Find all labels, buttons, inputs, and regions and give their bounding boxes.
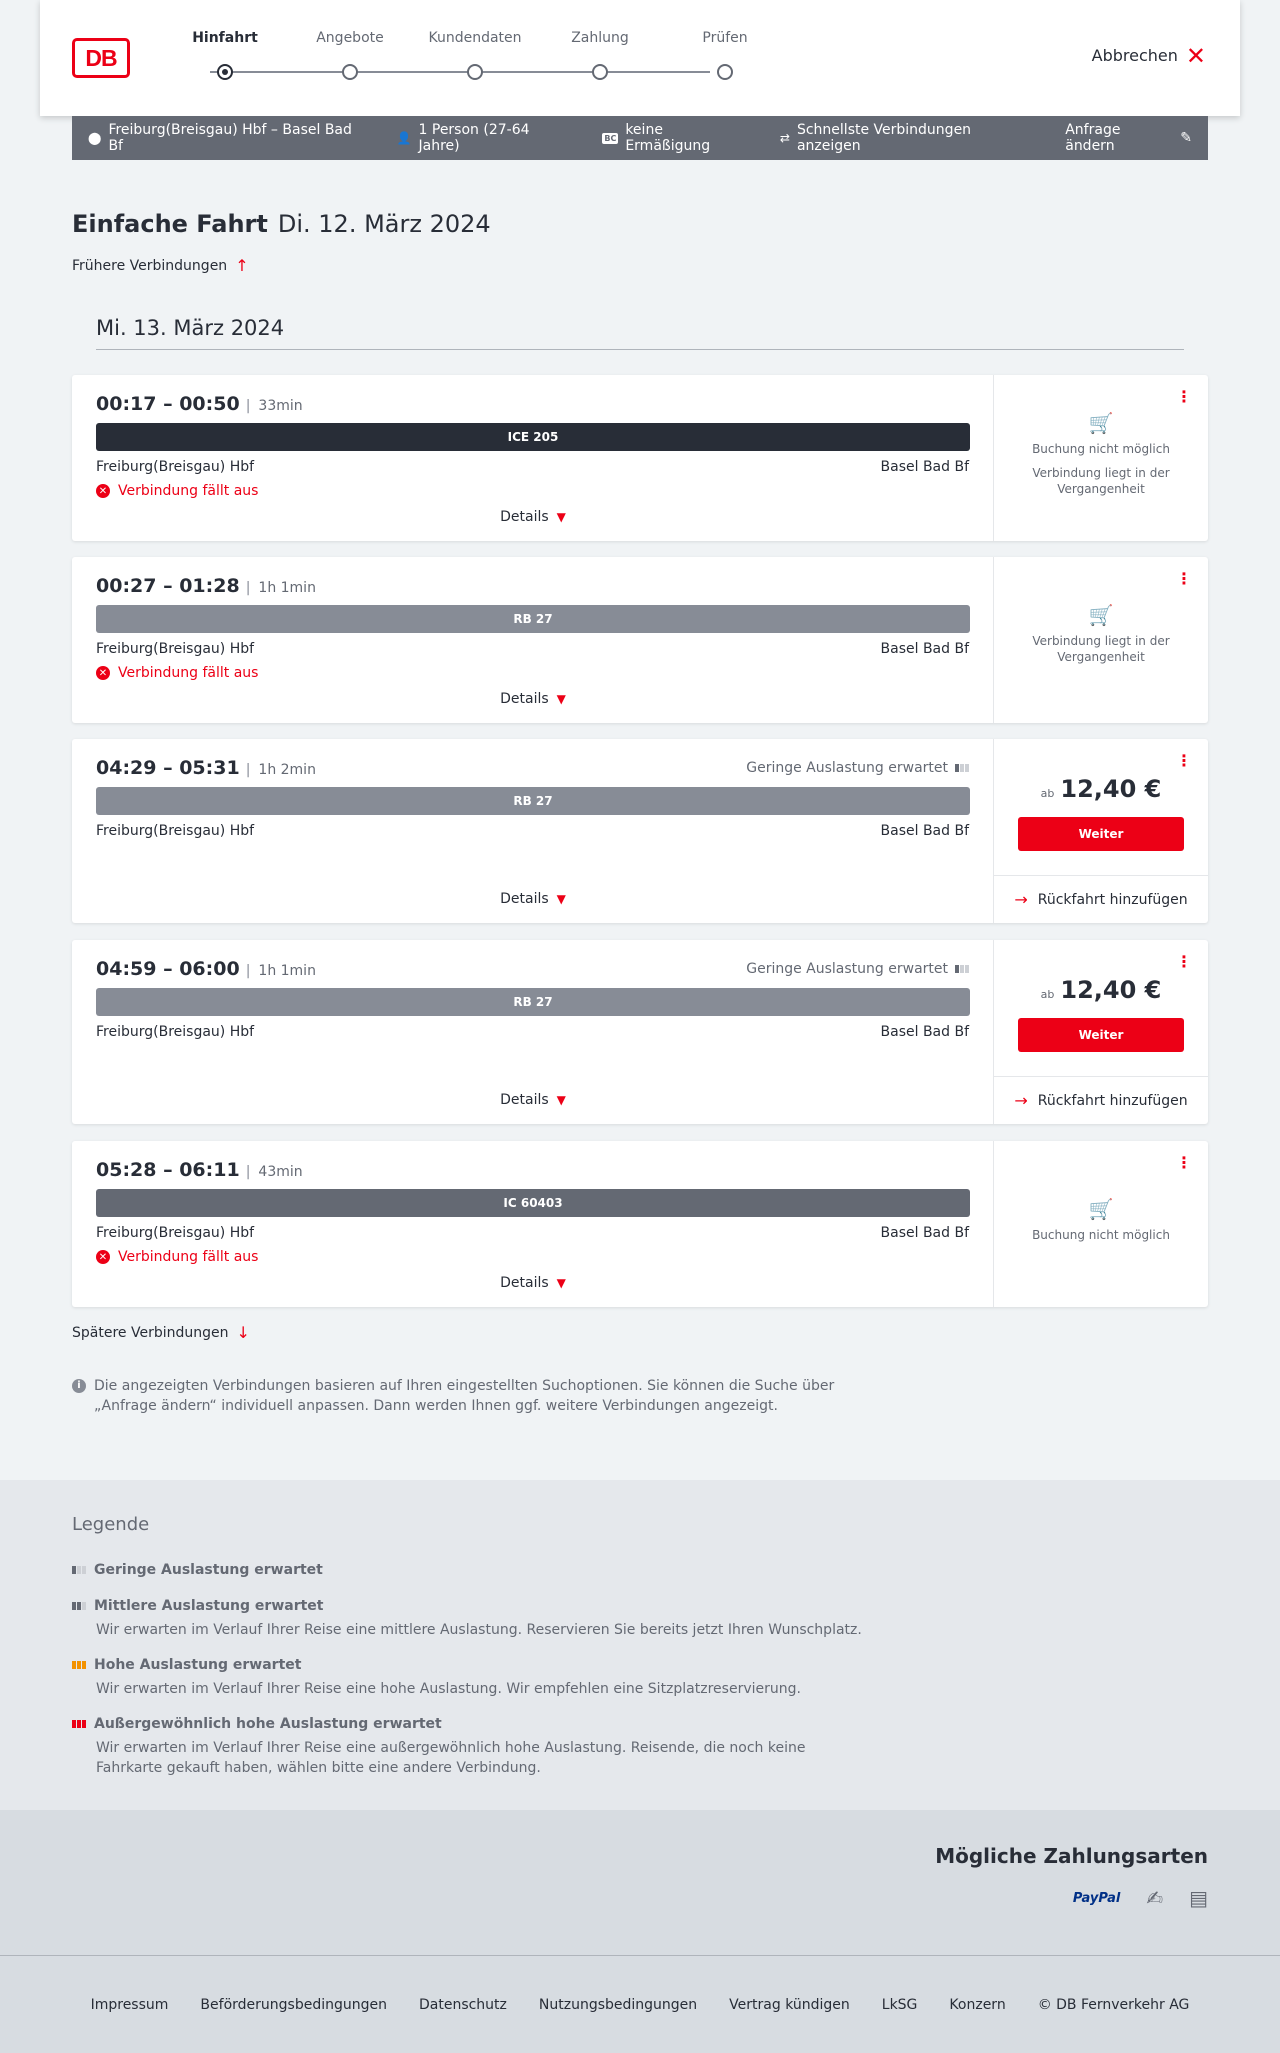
- high-load-icon: [72, 1661, 86, 1669]
- swap-arrows-icon: ⇄: [779, 131, 790, 145]
- booking-stepper: [170, 30, 820, 90]
- train-bar: RB 27: [96, 988, 970, 1016]
- continue-button[interactable]: Weiter: [1018, 1018, 1184, 1052]
- train-bar: RB 27: [96, 605, 970, 633]
- earlier-connections-link[interactable]: Frühere Verbindungen ↑: [72, 256, 249, 275]
- details-toggle[interactable]: Details ▼: [500, 891, 566, 907]
- train-bar: ICE 205: [96, 423, 970, 451]
- cart-disabled-icon: 🛒: [1088, 603, 1114, 627]
- page-title: Einfache Fahrt Di. 12. März 2024: [72, 210, 491, 238]
- connection-side: [994, 739, 1208, 923]
- search-info-note: i Die angezeigten Verbindungen basieren auf Ihren eingestellten Suchoptionen. Sie können die Suche über „Anfrage ändern“ individuell anpassen. Dann werden Ihnen ggf. weitere Verbindungen angezeigt.: [72, 1376, 852, 1416]
- details-toggle[interactable]: Details ▼: [500, 691, 566, 707]
- legend-item-very-high: Außergewöhnlich hohe Auslastung erwartet Wir erwarten im Verlauf Ihrer Reise eine außergewöhnlich hohe Auslastung. Reisende, die noch keine Fahrkarte gekauft haben, wählen bitte eine andere Verbindung.: [72, 1716, 872, 1778]
- footer-link-lksg[interactable]: LkSG: [881, 1996, 918, 2013]
- legend-item-high: Hohe Auslastung erwartet Wir erwarten im Verlauf Ihrer Reise eine hohe Auslastung. Wir empfehlen eine Sitzplatzreservierung.: [72, 1657, 872, 1699]
- close-icon: ✕: [1185, 41, 1206, 70]
- connection-card[interactable]: [72, 1141, 1208, 1307]
- destination-station: Basel Bad Bf: [880, 823, 969, 839]
- step-angebote: Angebote: [295, 30, 405, 50]
- footer-link-befoerderungsbedingungen[interactable]: Beförderungsbedingungen: [200, 1996, 387, 2013]
- connection-times: 04:29 – 05:31| 1h 2min: [96, 757, 316, 779]
- connection-main: [72, 1141, 994, 1307]
- more-options-icon[interactable]: ⋮: [1176, 751, 1192, 770]
- cancelled-status: ✕ Verbindung fällt aus: [96, 1249, 258, 1265]
- price: ab 12,40 €: [1040, 976, 1162, 1004]
- step-dot: [342, 64, 358, 80]
- connection-card[interactable]: [72, 940, 1208, 1124]
- details-toggle[interactable]: Details ▼: [500, 509, 566, 525]
- route-summary: ⬤ Freiburg(Breisgau) Hbf – Basel Bad Bf: [88, 122, 352, 154]
- low-load-icon: [955, 965, 969, 973]
- arrow-down-icon: ↓: [236, 1323, 250, 1342]
- payment-icons: [1073, 1886, 1208, 1910]
- cart-disabled-icon: 🛒: [1088, 1197, 1114, 1221]
- change-request-button[interactable]: Anfrage ändern ✎: [1065, 122, 1192, 154]
- person-icon: 👤: [396, 131, 412, 145]
- payment-title: Mögliche Zahlungsarten: [935, 1844, 1208, 1868]
- origin-station: Freiburg(Breisgau) Hbf: [96, 1225, 255, 1241]
- low-load-icon: [72, 1566, 86, 1574]
- search-summary-bar: [72, 116, 1208, 160]
- fastest-summary: ⇄ Schnellste Verbindungen anzeigen: [779, 122, 972, 154]
- connection-times: 05:28 – 06:11| 43min: [96, 1159, 303, 1181]
- chevron-down-icon: ▼: [556, 510, 566, 524]
- connection-side: [994, 1141, 1208, 1307]
- connection-main: [72, 940, 994, 1124]
- price: ab 12,40 €: [1040, 775, 1162, 803]
- step-hinfahrt[interactable]: Hinfahrt: [170, 30, 280, 50]
- train-bar: RB 27: [96, 787, 970, 815]
- info-icon: i: [72, 1379, 86, 1393]
- connection-side: [994, 375, 1208, 541]
- connection-main: [72, 557, 994, 723]
- cancelled-status: ✕ Verbindung fällt aus: [96, 483, 258, 499]
- stepper-line: [210, 71, 710, 73]
- destination-station: Basel Bad Bf: [880, 1225, 969, 1241]
- connection-side: [994, 557, 1208, 723]
- more-options-icon[interactable]: ⋮: [1176, 569, 1192, 588]
- footer-link-vertrag-kuendigen[interactable]: Vertrag kündigen: [729, 1996, 850, 2013]
- step-pruefen: Prüfen: [670, 30, 780, 50]
- chevron-down-icon: ▼: [556, 1276, 566, 1290]
- passenger-summary: 👤 1 Person (27-64 Jahre): [396, 122, 530, 154]
- sepa-icon: ▤: [1189, 1886, 1208, 1910]
- credit-card-icon: ✍: [1146, 1886, 1164, 1910]
- arrow-right-icon: →: [1014, 1091, 1028, 1110]
- date-divider: Mi. 13. März 2024: [96, 316, 1184, 350]
- error-icon: ✕: [96, 1250, 110, 1264]
- origin-station: Freiburg(Breisgau) Hbf: [96, 1024, 255, 1040]
- chevron-down-icon: ▼: [556, 1093, 566, 1107]
- bahncard-icon: BC: [604, 133, 617, 143]
- medium-load-icon: [72, 1602, 86, 1610]
- cancel-button[interactable]: Abbrechen ✕: [1091, 41, 1206, 70]
- chevron-down-icon: ▼: [556, 692, 566, 706]
- arrow-right-icon: →: [1014, 890, 1028, 909]
- destination-station: Basel Bad Bf: [880, 641, 969, 657]
- db-logo[interactable]: DB: [72, 38, 130, 78]
- step-dot: [717, 64, 733, 80]
- connection-times: 00:27 – 01:28| 1h 1min: [96, 575, 316, 597]
- arrow-up-icon: ↑: [235, 256, 249, 275]
- low-load-icon: [955, 764, 969, 772]
- legend-item-low: Geringe Auslastung erwartet: [72, 1562, 872, 1578]
- continue-button[interactable]: Weiter: [1018, 817, 1184, 851]
- load-indicator: Geringe Auslastung erwartet: [746, 760, 969, 776]
- booking-unavailable-info: 🛒 Verbindung liegt in der Vergangenheit: [1004, 607, 1198, 665]
- booking-unavailable-info: 🛒 Buchung nicht möglich Verbindung liegt in der Vergangenheit: [1004, 415, 1198, 497]
- origin-station: Freiburg(Breisgau) Hbf: [96, 459, 255, 475]
- connection-main: [72, 739, 994, 923]
- step-kundendaten: Kundendaten: [420, 30, 530, 50]
- footer-link-impressum[interactable]: Impressum: [90, 1996, 169, 2013]
- details-toggle[interactable]: Details ▼: [500, 1092, 566, 1108]
- more-options-icon[interactable]: ⋮: [1176, 952, 1192, 971]
- more-options-icon[interactable]: ⋮: [1176, 1153, 1192, 1172]
- origin-station: Freiburg(Breisgau) Hbf: [96, 823, 255, 839]
- more-options-icon[interactable]: ⋮: [1176, 387, 1192, 406]
- legend-section: [0, 1480, 1280, 1810]
- footer-link-konzern[interactable]: Konzern: [949, 1996, 1006, 2013]
- error-icon: ✕: [96, 666, 110, 680]
- footer-copyright: © DB Fernverkehr AG: [1037, 1996, 1190, 2013]
- footer: [0, 1956, 1280, 2053]
- paypal-icon: PayPal: [1072, 1890, 1121, 1906]
- step-dot: [592, 64, 608, 80]
- connection-times: 00:17 – 00:50| 33min: [96, 393, 303, 415]
- footer-link-nutzungsbedingungen[interactable]: Nutzungsbedingungen: [538, 1996, 698, 2013]
- add-return-button[interactable]: → Rückfahrt hinzufügen: [994, 1076, 1208, 1124]
- load-indicator: Geringe Auslastung erwartet: [746, 961, 969, 977]
- error-icon: ✕: [96, 484, 110, 498]
- details-toggle[interactable]: Details ▼: [500, 1275, 566, 1291]
- step-dot: [217, 64, 233, 80]
- legend-item-medium: Mittlere Auslastung erwartet Wir erwarten im Verlauf Ihrer Reise eine mittlere Auslastung. Reservieren Sie bereits jetzt Ihren Wunschplatz.: [72, 1598, 872, 1640]
- connection-card[interactable]: [72, 375, 1208, 541]
- booking-unavailable-info: 🛒 Buchung nicht möglich: [1004, 1201, 1198, 1243]
- train-bar: IC 60403: [96, 1189, 970, 1217]
- cancelled-status: ✕ Verbindung fällt aus: [96, 665, 258, 681]
- pencil-icon: ✎: [1180, 130, 1192, 146]
- connection-times: 04:59 – 06:00| 1h 1min: [96, 958, 316, 980]
- legend-title: Legende: [72, 1514, 150, 1535]
- later-connections-link[interactable]: Spätere Verbindungen ↓: [72, 1323, 250, 1342]
- chevron-down-icon: ▼: [556, 892, 566, 906]
- cart-disabled-icon: 🛒: [1088, 411, 1114, 435]
- connection-card[interactable]: [72, 739, 1208, 923]
- connection-side: [994, 940, 1208, 1124]
- discount-summary: BC keine Ermäßigung: [604, 122, 711, 154]
- payment-methods-section: [0, 1810, 1280, 1956]
- location-pin-icon: ⬤: [88, 131, 102, 145]
- footer-link-datenschutz[interactable]: Datenschutz: [418, 1996, 507, 2013]
- origin-station: Freiburg(Breisgau) Hbf: [96, 641, 255, 657]
- connection-main: [72, 375, 994, 541]
- add-return-button[interactable]: → Rückfahrt hinzufügen: [994, 875, 1208, 923]
- header: [40, 0, 1240, 116]
- very-high-load-icon: [72, 1720, 86, 1728]
- destination-station: Basel Bad Bf: [880, 1024, 969, 1040]
- step-zahlung: Zahlung: [545, 30, 655, 50]
- connection-card[interactable]: [72, 557, 1208, 723]
- destination-station: Basel Bad Bf: [880, 459, 969, 475]
- step-dot: [467, 64, 483, 80]
